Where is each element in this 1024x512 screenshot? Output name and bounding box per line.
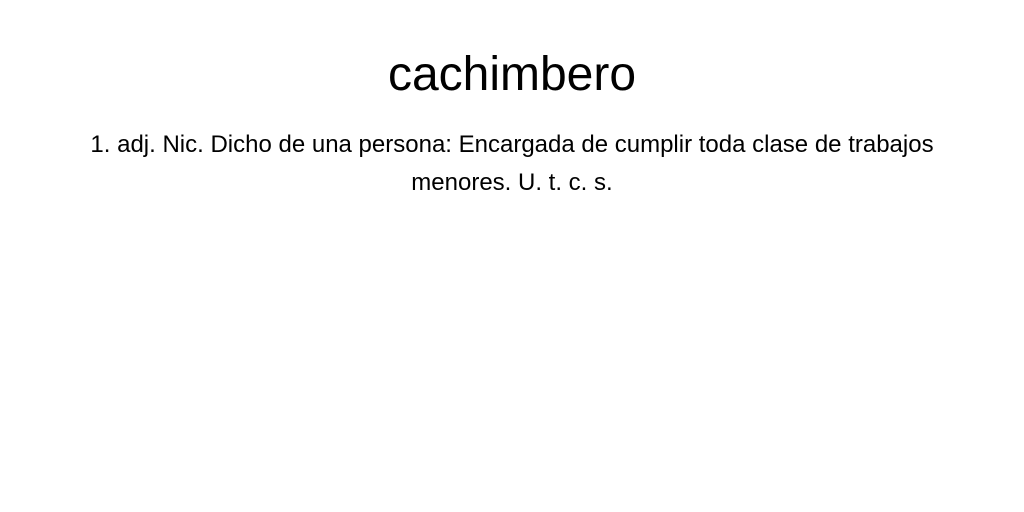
- headword-title: cachimbero: [387, 48, 637, 101]
- definition-text: 1. adj. Nic. Dicho de una persona: Encargada de cumplir toda clase de trabajos menores. U. t. c. s.: [90, 131, 934, 196]
